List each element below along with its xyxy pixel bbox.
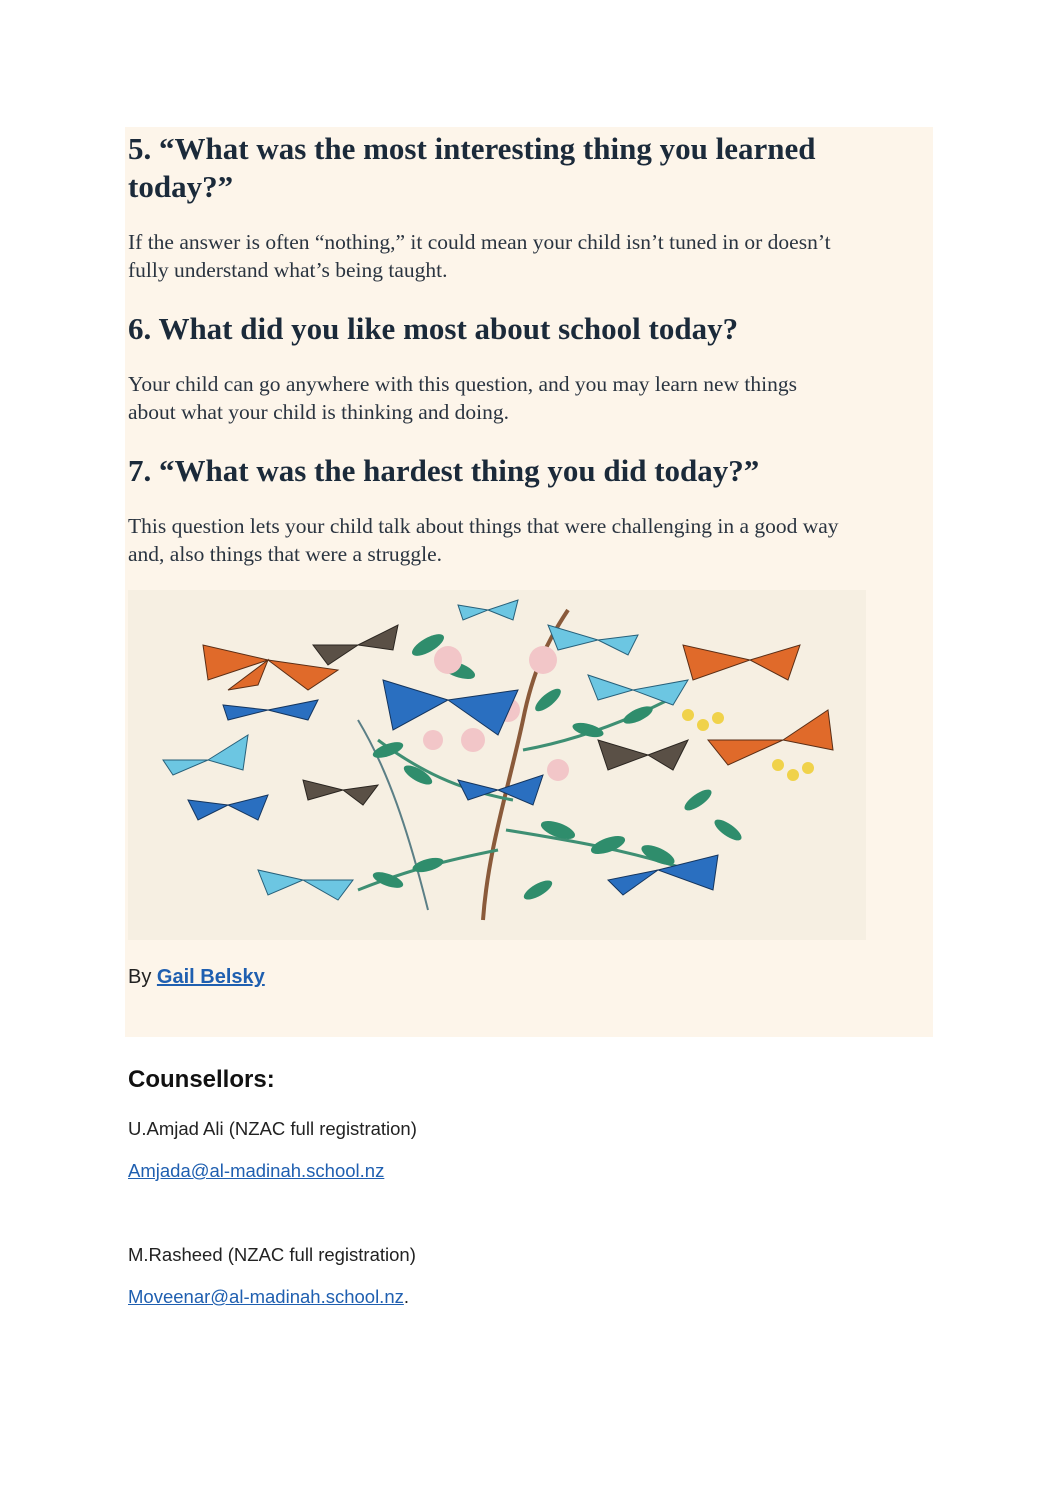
- paragraph-question-5-line1: If the answer is often “nothing,” it could mean your child isn’t tuned in or doesn’t: [128, 230, 831, 254]
- paragraph-question-5-line2: fully understand what’s being taught.: [128, 258, 448, 282]
- heading-question-5-line2: today?”: [128, 169, 234, 204]
- author-link[interactable]: Gail Belsky: [156, 966, 265, 988]
- counsellor-2-email-trailing: .: [403, 1286, 410, 1307]
- counsellor-2-email-row: [128, 1286, 409, 1308]
- counsellor-1-name: U.Amjad Ali (NZAC full registration): [128, 1118, 417, 1139]
- counsellor-1-email-link[interactable]: Amjada@al-madinah.school.nz: [128, 1160, 385, 1181]
- heading-question-7: 7. “What was the hardest thing you did today?”: [128, 453, 760, 488]
- counsellor-1-email-row: [128, 1160, 384, 1182]
- counsellor-2-email-link[interactable]: Moveenar@al-madinah.school.nz: [128, 1286, 404, 1307]
- heading-question-5-line1: 5. “What was the most interesting thing you learned: [128, 131, 816, 166]
- paragraph-question-6-line2: about what your child is thinking and doing.: [128, 400, 509, 424]
- paragraph-question-7-line1: This question lets your child talk about things that were challenging in a good way: [128, 514, 839, 538]
- counsellors-heading: Counsellors:: [128, 1066, 275, 1093]
- butterflies-and-flowers-icon: [128, 590, 866, 940]
- byline-prefix: By: [128, 966, 152, 988]
- counsellor-2-name: M.Rasheed (NZAC full registration): [128, 1244, 416, 1265]
- paragraph-question-6-line1: Your child can go anywhere with this question, and you may learn new things: [128, 372, 797, 396]
- byline: [128, 966, 265, 989]
- paragraph-question-7-line2: and, also things that were a struggle.: [128, 542, 443, 566]
- butterflies-illustration: [128, 590, 866, 940]
- heading-question-6: 6. What did you like most about school today?: [128, 311, 739, 346]
